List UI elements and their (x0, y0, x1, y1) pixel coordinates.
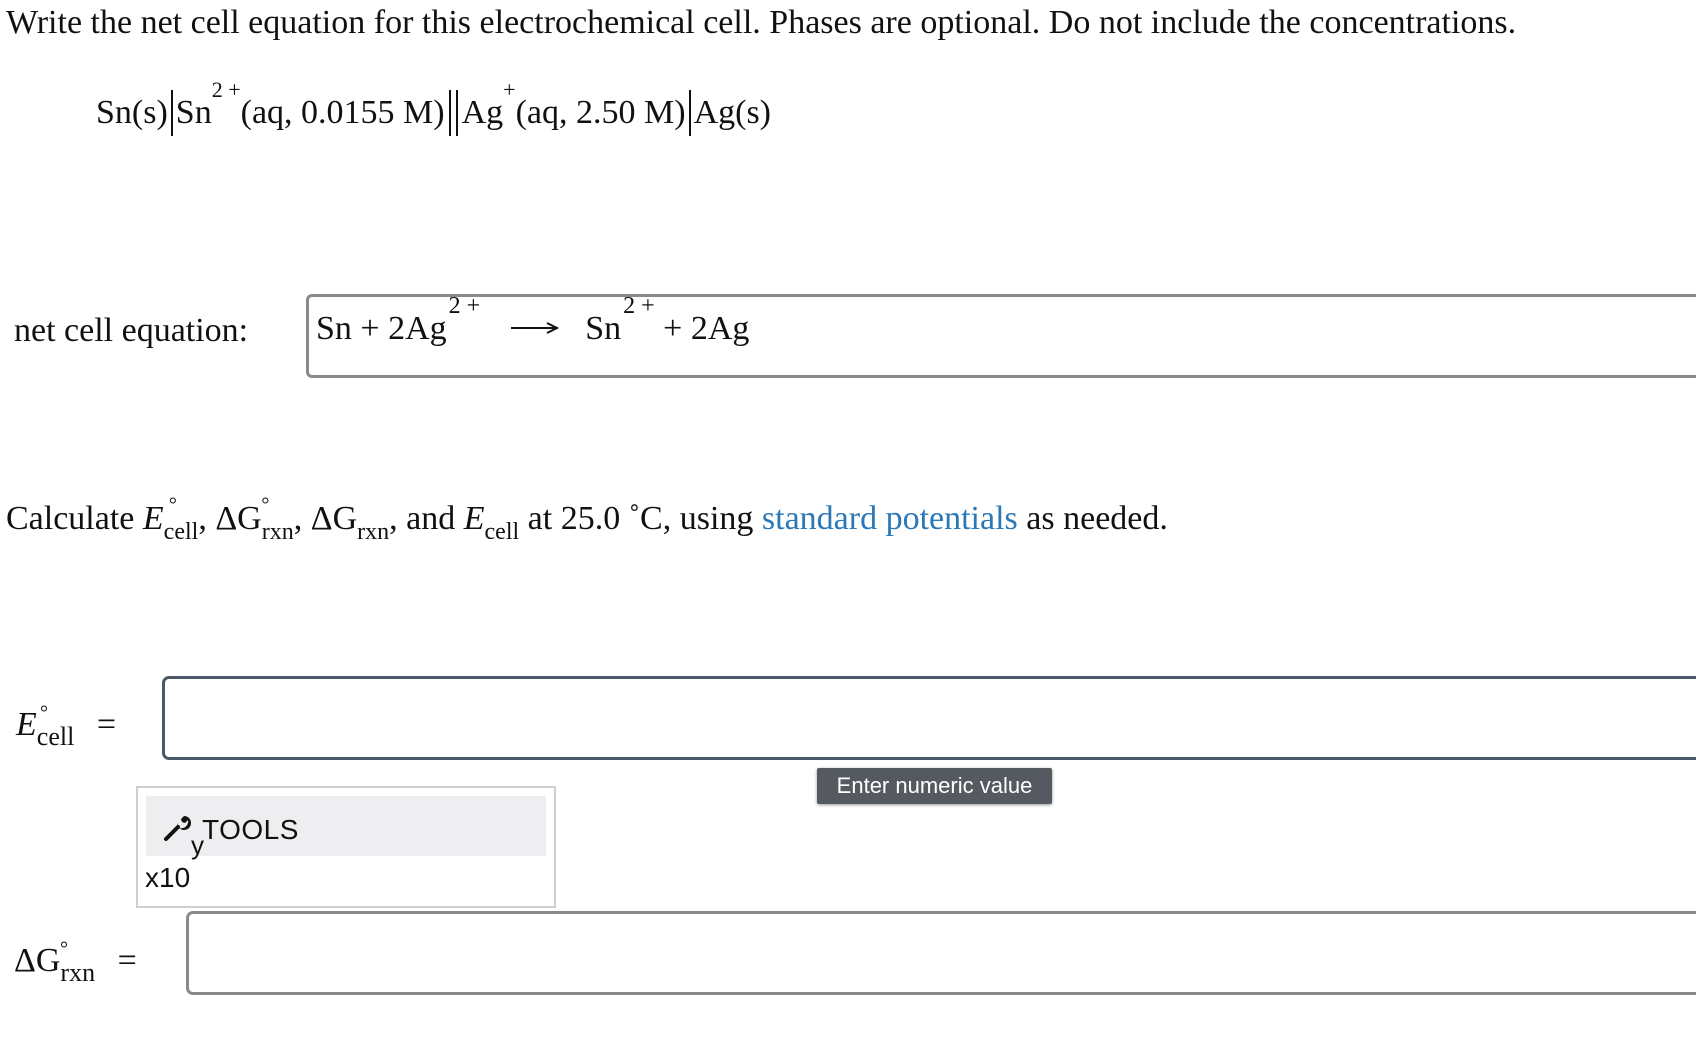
numeric-tooltip: Enter numeric value (817, 768, 1052, 804)
phase-boundary-2 (689, 90, 691, 136)
x10-button[interactable]: x10 (145, 862, 191, 893)
cathode-solid: Ag(s) (693, 94, 771, 131)
wrench-icon (162, 812, 192, 842)
e-cell-standard-symbol: E ° $_{cell}$ (142, 494, 199, 545)
product-charge: 2 + (623, 292, 655, 319)
anode-ion-detail: (aq, 0.0155 M) (240, 94, 445, 131)
dg-label: ΔG ° $_{rxn}$ = (14, 938, 137, 987)
cathode-ion-detail: (aq, 2.50 M) (515, 94, 686, 131)
tools-sub-letter: y (191, 830, 204, 860)
e-cell-symbol: $E_{cell}$ (463, 500, 520, 545)
tools-label: TOOLS (202, 814, 299, 845)
cathode-ion: Ag+ (461, 76, 516, 131)
question-text: Write the net cell equation for this electrochemical cell. Phases are optional. Do not include the concentrations. (6, 4, 1517, 41)
reactant-charge: 2 + (448, 292, 481, 319)
ecell-input[interactable] (162, 676, 1696, 760)
dg-input[interactable] (186, 911, 1696, 995)
standard-potentials-link[interactable]: standard potentials (761, 500, 1018, 537)
salt-bridge (449, 90, 458, 136)
ecell-label: E ° $_{cell}$ = (16, 702, 116, 751)
product-1: Sn (585, 310, 622, 347)
anode-solid: Sn(s) (96, 94, 168, 131)
calculate-instruction: Calculate E ° $_{cell}$, ΔG ° $_{rxn}$, $\Delta G_{rxn}$, and $E_{cell}$ at 25.0 ˚C, using standard potentials as needed. (6, 494, 1168, 545)
phase-boundary-1 (171, 90, 173, 136)
reaction-arrow-icon (511, 321, 559, 335)
net-equation-label: net cell equation: (14, 312, 249, 349)
net-equation-content[interactable] (316, 292, 750, 348)
reactants: Sn + 2Ag (316, 310, 447, 347)
anode-ion: $Sn^{2 +}$ (175, 76, 241, 131)
dg-symbol: $\Delta G_{rxn}$ (310, 500, 390, 545)
dg-standard-symbol: ΔG ° $_{rxn}$ (215, 494, 294, 545)
cell-notation (96, 76, 771, 136)
product-2: + 2Ag (663, 310, 750, 347)
